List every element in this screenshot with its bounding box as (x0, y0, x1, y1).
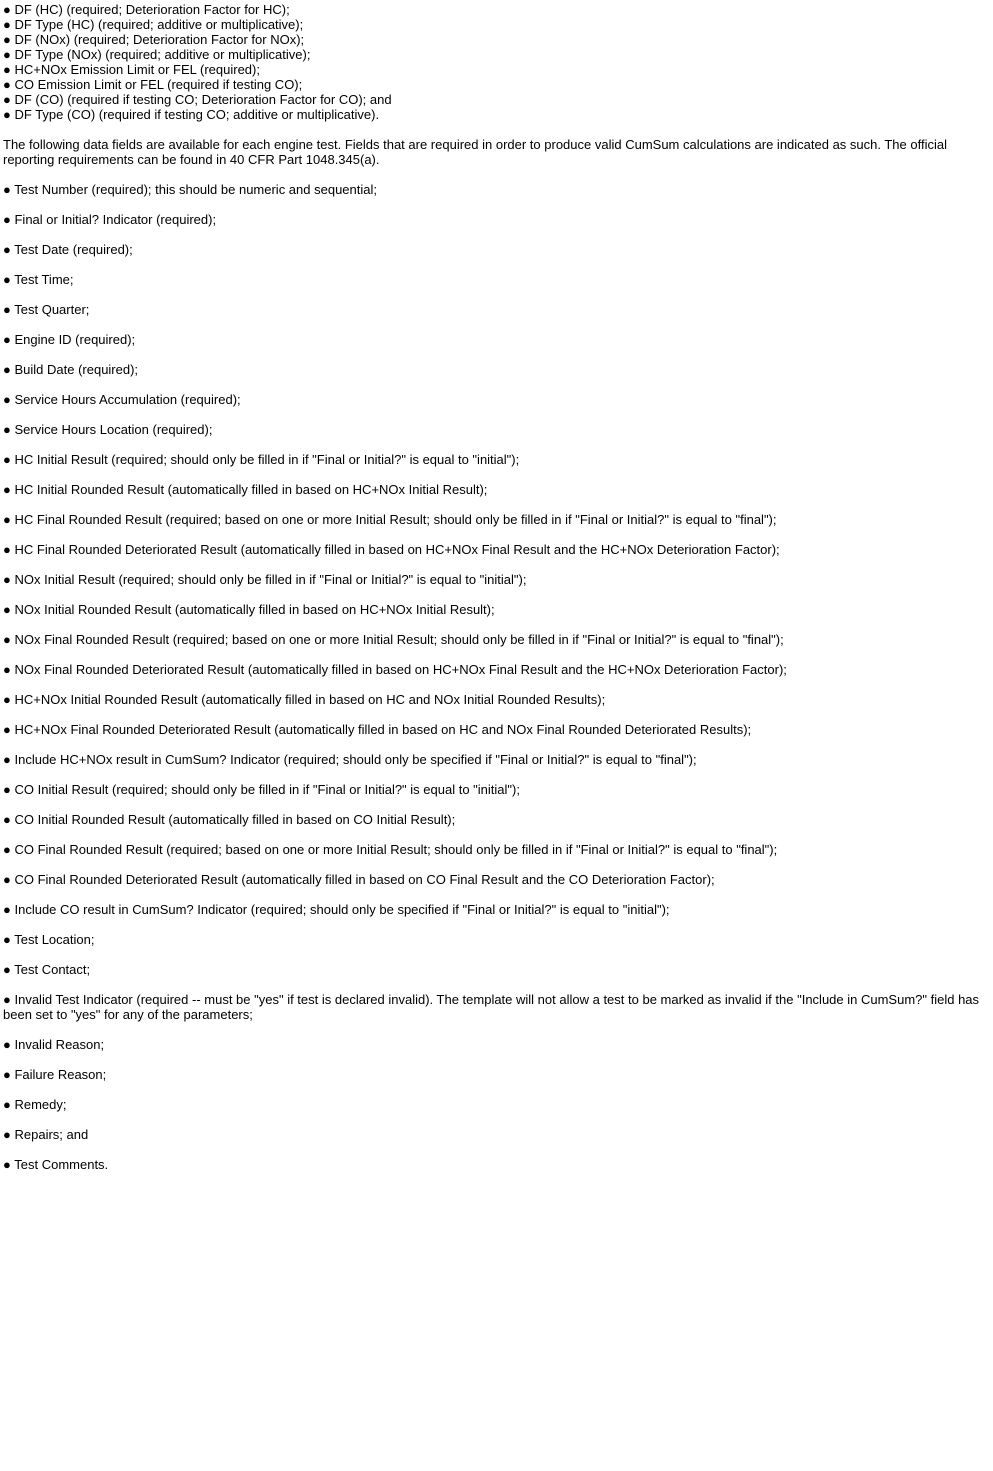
list-item-text: Include CO result in CumSum? Indicator (required; should only be specified if "Final or Initial?" is equal to "initial"); (14, 902, 670, 917)
list-item-text: Service Hours Location (required); (14, 422, 213, 437)
list-item-text: Test Date (required); (14, 242, 133, 257)
list-item (3, 992, 988, 1022)
bullet-icon: ● (3, 2, 11, 17)
bullet-icon: ● (3, 32, 11, 47)
list-item-text: CO Final Rounded Result (required; based on one or more Initial Result; should only be filled in if "Final or Initial?" is equal to "final"); (14, 842, 778, 857)
list-item (3, 1157, 988, 1172)
list-item (3, 182, 988, 197)
list-item (3, 272, 988, 287)
bullet-icon: ● (3, 482, 11, 497)
list-item (3, 1127, 988, 1142)
list-item (3, 632, 988, 647)
list-item (3, 47, 990, 62)
list-item (3, 332, 988, 347)
list-item-text: CO Emission Limit or FEL (required if testing CO); (14, 77, 303, 92)
bullet-icon: ● (3, 92, 11, 107)
list-item-text: CO Initial Rounded Result (automatically filled in based on CO Initial Result); (14, 812, 456, 827)
bullet-icon: ● (3, 362, 11, 377)
bullet-icon: ● (3, 842, 11, 857)
list-item-text: Remedy; (14, 1097, 67, 1112)
bullet-icon: ● (3, 602, 11, 617)
list-item (3, 422, 988, 437)
bullet-icon: ● (3, 752, 11, 767)
list-item-text: DF Type (NOx) (required; additive or multiplicative); (14, 47, 311, 62)
list-item (3, 302, 988, 317)
list-item (3, 1097, 988, 1112)
list-item-text: Engine ID (required); (14, 332, 136, 347)
list-item-text: Build Date (required); (14, 362, 139, 377)
list-item-text: Repairs; and (14, 1127, 89, 1142)
bullet-icon: ● (3, 62, 11, 77)
list-item-text: NOx Initial Rounded Result (automatically filled in based on HC+NOx Initial Result); (14, 602, 495, 617)
list-item-text: HC Final Rounded Result (required; based on one or more Initial Result; should only be filled in if "Final or Initial?" is equal to "final"); (14, 512, 777, 527)
list-item (3, 1037, 988, 1052)
intro-paragraph: The following data fields are available for each engine test. Fields that are required in order to produce valid CumSum calculations are indicated as such. The official reporting requirements can be found in 40 CFR Part 1048.345(a). (3, 137, 947, 167)
bullet-icon: ● (3, 992, 11, 1007)
list-item-text: Test Contact; (14, 962, 91, 977)
list-item (3, 17, 990, 32)
bullet-icon: ● (3, 662, 11, 677)
bullet-icon: ● (3, 722, 11, 737)
list-item-text: CO Final Rounded Deteriorated Result (automatically filled in based on CO Final Result and the CO Deterioration Factor); (14, 872, 715, 887)
list-item (3, 722, 988, 737)
bullet-icon: ● (3, 422, 11, 437)
list-item-text: DF (NOx) (required; Deterioration Factor for NOx); (14, 32, 305, 47)
list-item (3, 92, 990, 107)
list-item (3, 542, 988, 557)
list-item-text: Final or Initial? Indicator (required); (14, 212, 217, 227)
bullet-icon: ● (3, 542, 11, 557)
bullet-icon: ● (3, 512, 11, 527)
list-item (3, 77, 990, 92)
bullet-icon: ● (3, 902, 11, 917)
bullet-icon: ● (3, 812, 11, 827)
list-item-text: Service Hours Accumulation (required); (14, 392, 241, 407)
list-item (3, 482, 988, 497)
list-item (3, 962, 988, 977)
list-item-text: HC+NOx Emission Limit or FEL (required); (14, 62, 260, 77)
bullet-icon: ● (3, 1037, 11, 1052)
bullet-icon: ● (3, 212, 11, 227)
list-item (3, 2, 990, 17)
bullet-icon: ● (3, 872, 11, 887)
list-item (3, 752, 988, 767)
bullet-icon: ● (3, 1157, 11, 1172)
bullet-icon: ● (3, 1127, 11, 1142)
list-item-text: DF (CO) (required if testing CO; Deterioration Factor for CO); and (14, 92, 392, 107)
list-item (3, 452, 988, 467)
list-item (3, 782, 988, 797)
list-item (3, 32, 990, 47)
list-item (3, 1067, 988, 1082)
list-item-text: Test Number (required); this should be numeric and sequential; (14, 182, 377, 197)
bullet-icon: ● (3, 272, 11, 287)
bullet-icon: ● (3, 782, 11, 797)
bullet-icon: ● (3, 1067, 11, 1082)
list-item (3, 212, 988, 227)
bullet-icon: ● (3, 302, 11, 317)
list-item-text: DF Type (CO) (required if testing CO; additive or multiplicative). (14, 107, 380, 122)
list-item (3, 62, 990, 77)
list-item-text: HC+NOx Initial Rounded Result (automatically filled in based on HC and NOx Initial Rounded Results); (14, 692, 606, 707)
list-item (3, 932, 988, 947)
bullet-icon: ● (3, 242, 11, 257)
list-item-text: DF Type (HC) (required; additive or multiplicative); (14, 17, 304, 32)
list-item (3, 242, 988, 257)
list-item-text: NOx Final Rounded Deteriorated Result (automatically filled in based on HC+NOx Final Result and the HC+NOx Deterioration Factor); (14, 662, 787, 677)
list-item (3, 512, 988, 527)
list-item (3, 692, 988, 707)
bullet-icon: ● (3, 392, 11, 407)
list-item-text: Test Quarter; (14, 302, 90, 317)
list-item-text: Failure Reason; (14, 1067, 107, 1082)
bullet-icon: ● (3, 452, 11, 467)
bullet-icon: ● (3, 17, 11, 32)
list-item-text: NOx Initial Result (required; should only be filled in if "Final or Initial?" is equal to "initial"); (14, 572, 527, 587)
bullet-icon: ● (3, 932, 11, 947)
list-item (3, 812, 988, 827)
list-item-text: HC Final Rounded Deteriorated Result (automatically filled in based on HC+NOx Final Result and the HC+NOx Deterioration Factor); (14, 542, 780, 557)
engine-test-field-list (3, 182, 990, 1172)
list-item-text: DF (HC) (required; Deterioration Factor for HC); (14, 2, 290, 17)
list-item-text: Test Location; (14, 932, 95, 947)
list-item-text: Include HC+NOx result in CumSum? Indicator (required; should only be specified if "Final or Initial?" is equal to "final"); (14, 752, 697, 767)
list-item (3, 902, 988, 917)
list-item (3, 392, 988, 407)
list-item-text: Test Comments. (14, 1157, 109, 1172)
bullet-icon: ● (3, 332, 11, 347)
bullet-icon: ● (3, 107, 11, 122)
bullet-icon: ● (3, 962, 11, 977)
bullet-icon: ● (3, 632, 11, 647)
list-item-text: HC Initial Result (required; should only be filled in if "Final or Initial?" is equal to "initial"); (14, 452, 520, 467)
list-item (3, 362, 988, 377)
list-item-text: HC+NOx Final Rounded Deteriorated Result (automatically filled in based on HC and NOx Final Rounded Deteriorated Results); (14, 722, 752, 737)
list-item (3, 572, 988, 587)
bullet-icon: ● (3, 692, 11, 707)
list-item-text: Test Time; (14, 272, 74, 287)
bullet-icon: ● (3, 572, 11, 587)
list-item-text: NOx Final Rounded Result (required; based on one or more Initial Result; should only be filled in if "Final or Initial?" is equal to "final"); (14, 632, 784, 647)
bullet-icon: ● (3, 1097, 11, 1112)
bullet-icon: ● (3, 47, 11, 62)
list-item (3, 842, 988, 857)
list-item-text: Invalid Reason; (14, 1037, 105, 1052)
list-item (3, 662, 988, 677)
list-item-text: HC Initial Rounded Result (automatically filled in based on HC+NOx Initial Result); (14, 482, 488, 497)
list-item-text: Invalid Test Indicator (required -- must be "yes" if test is declared invalid). The template will not allow a test to be marked as invalid if the "Include in CumSum?" field has been set to "yes" for any of the parameters; (3, 992, 980, 1022)
list-item (3, 107, 990, 122)
list-item (3, 602, 988, 617)
list-item (3, 872, 988, 887)
deterioration-factor-list (3, 2, 990, 122)
bullet-icon: ● (3, 182, 11, 197)
list-item-text: CO Initial Result (required; should only be filled in if "Final or Initial?" is equal to "initial"); (14, 782, 520, 797)
bullet-icon: ● (3, 77, 11, 92)
